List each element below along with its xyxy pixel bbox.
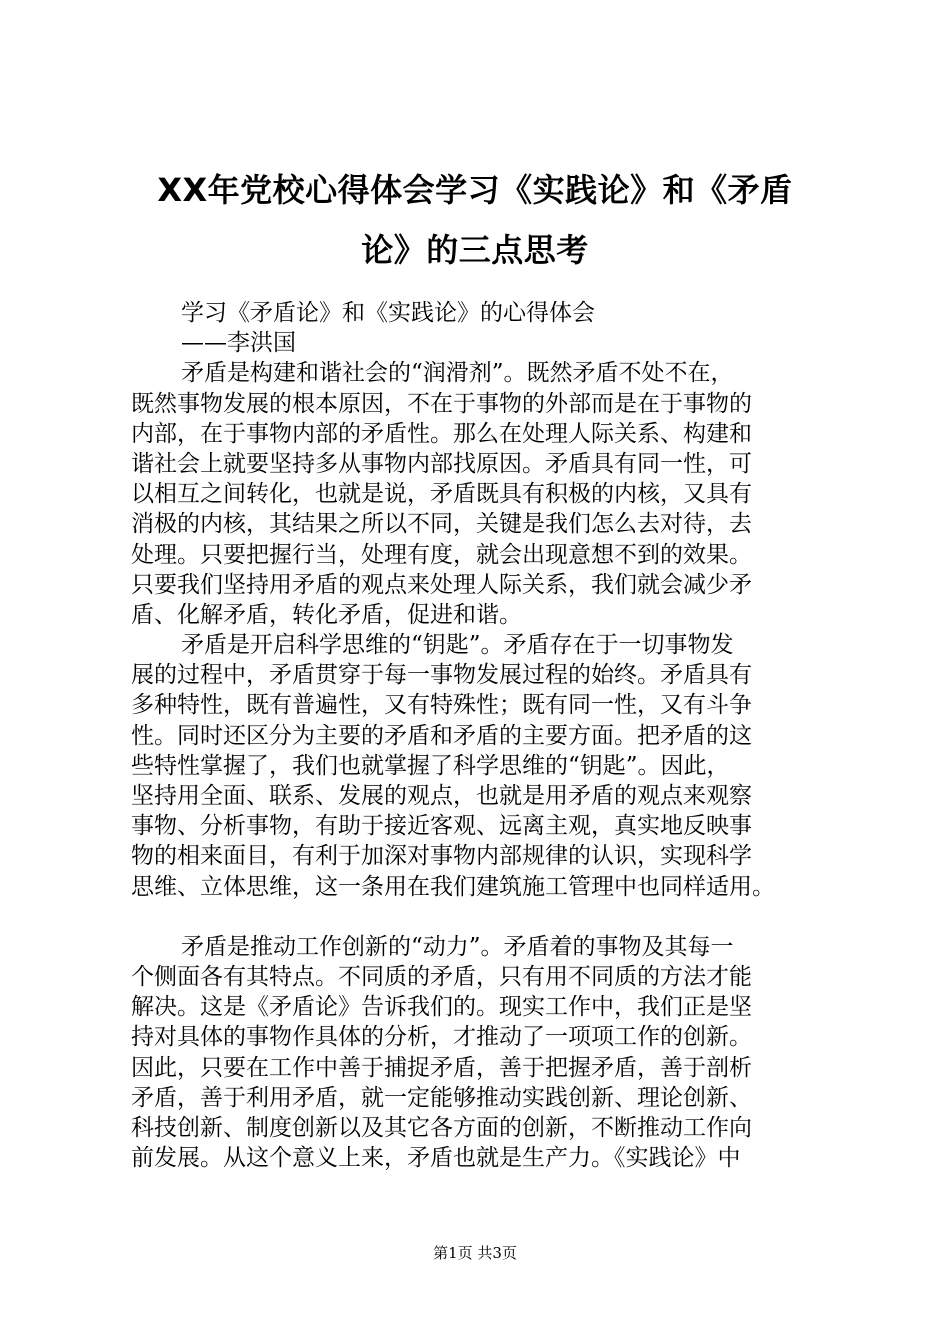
paragraph-3 [131, 932, 849, 1174]
paragraph-line: 性。同时还区分为主要的矛盾和矛盾的主要方面。把矛盾的这 [131, 722, 752, 749]
paragraph-line: 矛盾是开启科学思维的“钥匙”。矛盾存在于一切事物发 [181, 632, 734, 659]
paragraph-line: 思维、立体思维，这一条用在我们建筑施工管理中也同样适用。 [131, 873, 775, 900]
title-line-2: 论》的三点思考 [361, 231, 589, 269]
paragraph-line: 以相互之间转化，也就是说，矛盾既具有积极的内核，又具有 [131, 481, 752, 508]
paragraph-line: 多种特性，既有普遍性，又有特殊性；既有同一性，又有斗争 [131, 692, 752, 719]
subtitle: 学习《矛盾论》和《实践论》的心得体会 [181, 300, 595, 326]
paragraph-spacer [131, 902, 849, 932]
paragraph-line: 因此，只要在工作中善于捕捉矛盾，善于把握矛盾，善于剖析 [131, 1054, 752, 1081]
author-line: ——李洪国 [181, 330, 296, 357]
paragraph-2 [131, 630, 849, 902]
paragraph-line: 持对具体的事物作具体的分析，才推动了一项项工作的创新。 [131, 1024, 752, 1051]
paragraph-line: 矛盾，善于利用矛盾，就一定能够推动实践创新、理论创新、 [131, 1084, 752, 1111]
paragraph-line: 内部，在于事物内部的矛盾性。那么在处理人际关系、构建和 [131, 420, 752, 447]
paragraph-line: 盾、化解矛盾，转化矛盾，促进和谐。 [131, 601, 522, 628]
document-title [120, 160, 830, 280]
page-number-footer: 第1页 共3页 [433, 1244, 517, 1262]
paragraph-line: 既然事物发展的根本原因，不在于事物的外部而是在于事物的 [131, 390, 752, 417]
paragraph-line: 科技创新、制度创新以及其它各方面的创新，不断推动工作向 [131, 1114, 752, 1141]
paragraph-line: 些特性掌握了，我们也就掌握了科学思维的“钥匙”。因此， [131, 752, 730, 779]
paragraph-line: 解决。这是《矛盾论》告诉我们的。现实工作中，我们正是坚 [131, 994, 752, 1021]
paragraph-line: 展的过程中，矛盾贯穿于每一事物发展过程的始终。矛盾具有 [131, 662, 752, 689]
paragraph-line: 前发展。从这个意义上来，矛盾也就是生产力。《实践论》中 [131, 1145, 741, 1172]
paragraph-line: 消极的内核，其结果之所以不同，关键是我们怎么去对待，去 [131, 511, 752, 538]
paragraph-line: 只要我们坚持用矛盾的观点来处理人际关系，我们就会减少矛 [131, 571, 752, 598]
paragraph-line: 处理。只要把握行当，处理有度，就会出现意想不到的效果。 [131, 541, 752, 568]
paragraph-line: 谐社会上就要坚持多从事物内部找原因。矛盾具有同一性，可 [131, 450, 752, 477]
paragraph-line: 矛盾是构建和谐社会的“润滑剂”。既然矛盾不处不在， [181, 360, 734, 387]
paragraph-line: 坚持用全面、联系、发展的观点，也就是用矛盾的观点来观察 [131, 783, 752, 809]
document-body [131, 298, 849, 1173]
title-line-1: XX年党校心得体会学习《实践论》和《矛盾 [157, 171, 793, 209]
paragraph-line: 个侧面各有其特点。不同质的矛盾，只有用不同质的方法才能 [131, 963, 752, 990]
paragraph-1 [131, 358, 849, 630]
paragraph-line: 矛盾是推动工作创新的“动力”。矛盾着的事物及其每一 [181, 933, 734, 960]
paragraph-line: 事物、分析事物，有助于接近客观、远离主观，真实地反映事 [131, 813, 752, 840]
paragraph-line: 物的相来面目，有利于加深对事物内部规律的认识，实现科学 [131, 843, 752, 870]
